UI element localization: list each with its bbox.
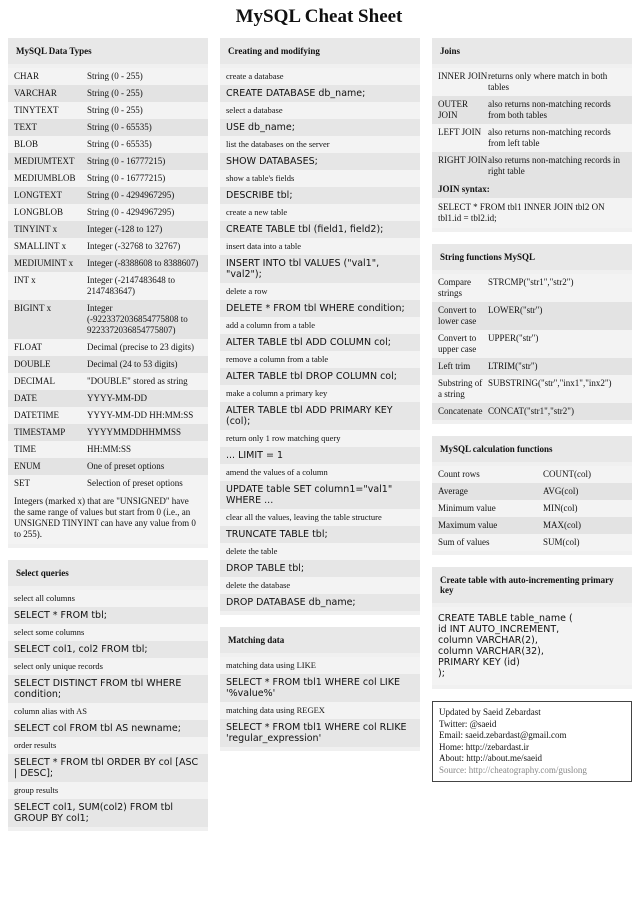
creating-heading: Creating and modifying (220, 38, 420, 64)
code-line: ); (438, 668, 445, 679)
create-command-code: ALTER TABLE tbl ADD COLUMN col; (220, 334, 420, 351)
auto-increment-box (432, 567, 632, 689)
data-type-row (8, 441, 208, 458)
data-type-row-key: BIGINT x (14, 303, 52, 313)
data-type-row (8, 300, 208, 339)
data-type-row-key: TEXT (14, 122, 37, 132)
create-command-code: SHOW DATABASES; (220, 153, 420, 170)
string-function-row (432, 403, 632, 420)
data-type-row (8, 238, 208, 255)
create-command-code: TRUNCATE TABLE tbl; (220, 526, 420, 543)
matching-command-description: matching data using LIKE (220, 657, 420, 674)
matching-box (220, 627, 420, 751)
create-command-description: remove a column from a table (220, 351, 420, 368)
calc-function-row-value: AVG(col) (543, 486, 579, 496)
data-type-row (8, 424, 208, 441)
create-command-description: delete the database (220, 577, 420, 594)
column-2 (220, 38, 420, 763)
string-function-row (432, 274, 632, 302)
string-function-row-value: SUBSTRING("str","inx1","inx2") (488, 378, 612, 388)
string-function-row-value: CONCAT("str1","str2") (488, 406, 574, 416)
calc-function-row (432, 534, 632, 551)
create-command-description: list the databases on the server (220, 136, 420, 153)
join-row-value: returns only where match in both tables (488, 71, 608, 92)
credits-box (432, 701, 632, 782)
create-command-description: create a database (220, 68, 420, 85)
create-command-description: make a column a primary key (220, 385, 420, 402)
data-type-row-value: Selection of preset options (87, 478, 183, 488)
data-type-row (8, 373, 208, 390)
string-function-row-key: Convert to lower case (438, 305, 477, 326)
data-type-row-key: MEDIUMBLOB (14, 173, 76, 183)
join-row (432, 152, 632, 180)
credit-line: About: http://about.me/saeid (439, 753, 542, 763)
code-line: PRIMARY KEY (id) (438, 657, 520, 668)
select-query-description: order results (8, 737, 208, 754)
data-type-row-value: Decimal (24 to 53 digits) (87, 359, 178, 369)
data-type-row (8, 68, 208, 85)
data-type-row (8, 272, 208, 300)
credit-line: Email: saeid.zebardast@gmail.com (439, 730, 567, 740)
creating-list (220, 68, 420, 611)
calc-function-row (432, 500, 632, 517)
string-function-row-key: Convert to upper case (438, 333, 477, 354)
calc-function-row-value: SUM(col) (543, 537, 580, 547)
data-type-row (8, 407, 208, 424)
join-row-key: RIGHT JOIN (438, 155, 488, 165)
select-query-code: SELECT col1, SUM(col2) FROM tbl GROUP BY col1; (8, 799, 208, 827)
calc-function-row (432, 466, 632, 483)
data-type-row-key: DECIMAL (14, 376, 55, 386)
auto-increment-heading: Create table with auto-incrementing primary key (432, 567, 632, 603)
data-type-row-key: TINYTEXT (14, 105, 59, 115)
data-type-row-key: FLOAT (14, 342, 43, 352)
matching-command-code: SELECT * FROM tbl1 WHERE col RLIKE 'regular_expression' (220, 719, 420, 747)
data-type-row-value: One of preset options (87, 461, 165, 471)
create-command-code: DROP TABLE tbl; (220, 560, 420, 577)
string-functions-table (432, 274, 632, 420)
credit-line: Updated by Saeid Zebardast (439, 707, 541, 717)
data-type-row (8, 204, 208, 221)
string-function-row-key: Concatenate (438, 406, 483, 416)
create-command-description: add a column from a table (220, 317, 420, 334)
select-query-code: SELECT DISTINCT FROM tbl WHERE condition; (8, 675, 208, 703)
matching-list (220, 657, 420, 747)
select-queries-heading: Select queries (8, 560, 208, 586)
data-type-row (8, 458, 208, 475)
calc-functions-table (432, 466, 632, 551)
create-command-description: delete the table (220, 543, 420, 560)
data-type-row-value: "DOUBLE" stored as string (87, 376, 188, 386)
data-type-row (8, 390, 208, 407)
string-function-row-value: LTRIM("str") (488, 361, 538, 371)
joins-table (432, 68, 632, 180)
data-type-row-value: Integer (-32768 to 32767) (87, 241, 181, 251)
create-command-description: show a table's fields (220, 170, 420, 187)
data-type-row-key: SMALLINT x (14, 241, 67, 251)
page-title: MySQL Cheat Sheet (235, 6, 403, 27)
data-type-row (8, 356, 208, 373)
data-type-row-key: VARCHAR (14, 88, 57, 98)
create-command-code: CREATE TABLE tbl (field1, field2); (220, 221, 420, 238)
calc-function-row-key: Average (438, 486, 468, 496)
data-type-row-key: CHAR (14, 71, 40, 81)
create-command-code: ... LIMIT = 1 (220, 447, 420, 464)
code-line: id INT AUTO_INCREMENT, (438, 624, 560, 635)
data-type-row (8, 170, 208, 187)
data-type-row (8, 136, 208, 153)
calc-function-row-value: MAX(col) (543, 520, 581, 530)
data-type-row (8, 475, 208, 492)
create-command-code: ALTER TABLE tbl ADD PRIMARY KEY (col); (220, 402, 420, 430)
code-line: column VARCHAR(2), (438, 635, 538, 646)
calc-functions-box (432, 436, 632, 555)
credit-line: Home: http://zebardast.ir (439, 741, 529, 752)
join-row-key: INNER JOIN (438, 71, 488, 81)
joins-box (432, 38, 632, 232)
create-command-code: DESCRIBE tbl; (220, 187, 420, 204)
auto-increment-code (432, 607, 632, 685)
calc-function-row-key: Sum of values (438, 537, 490, 547)
create-command-code: INSERT INTO tbl VALUES ("val1", "val2"); (220, 255, 420, 283)
select-query-code: SELECT * FROM tbl; (8, 607, 208, 624)
join-row-value: also returns non-matching records from both tables (488, 99, 611, 120)
join-row-key: OUTER JOIN (438, 99, 468, 120)
data-type-row-key: LONGBLOB (14, 207, 63, 217)
data-type-row-value: Decimal (precise to 23 digits) (87, 342, 194, 352)
create-command-description: clear all the values, leaving the table structure (220, 509, 420, 526)
data-type-row-key: BLOB (14, 139, 39, 149)
data-type-row-value: HH:MM:SS (87, 444, 132, 454)
data-type-row-key: DATETIME (14, 410, 59, 420)
data-type-row (8, 102, 208, 119)
code-line: column VARCHAR(32), (438, 646, 544, 657)
calc-function-row-key: Count rows (438, 469, 480, 479)
select-query-code: SELECT col FROM tbl AS newname; (8, 720, 208, 737)
credit-line: Twitter: @saeid (439, 718, 497, 729)
join-syntax: SELECT * FROM tbl1 INNER JOIN tbl2 ON tbl1.id = tbl2.id; (432, 198, 632, 228)
create-command-code: UPDATE table SET column1="val1" WHERE ... (220, 481, 420, 509)
create-command-code: ALTER TABLE tbl DROP COLUMN col; (220, 368, 420, 385)
string-functions-heading: String functions MySQL (432, 244, 632, 270)
join-row-value: also returns non-matching records from left table (488, 127, 611, 148)
data-type-row-value: YYYY-MM-DD (87, 393, 147, 403)
create-command-code: CREATE DATABASE db_name; (220, 85, 420, 102)
select-query-description: select only unique records (8, 658, 208, 675)
data-type-row-key: TIME (14, 444, 36, 454)
matching-command-description: matching data using REGEX (220, 702, 420, 719)
data-type-row-key: INT x (14, 275, 36, 285)
data-types-note: Integers (marked x) that are "UNSIGNED" have the same range of values but start from 0 (i.e., an UNSIGNED TINYINT can have any value from 0 to 255). (8, 492, 208, 544)
string-function-row-key: Substring of a string (438, 378, 483, 399)
join-row-value: also returns non-matching records in right table (488, 155, 620, 176)
join-row-key: LEFT JOIN (438, 127, 482, 137)
calc-function-row-key: Minimum value (438, 503, 496, 513)
data-type-row-value: String (0 - 16777215) (87, 173, 166, 183)
select-query-description: select some columns (8, 624, 208, 641)
string-function-row-key: Compare strings (438, 277, 471, 298)
data-type-row-value: String (0 - 4294967295) (87, 190, 175, 200)
string-function-row (432, 302, 632, 330)
data-type-row-key: SET (14, 478, 31, 488)
string-function-row (432, 358, 632, 375)
data-type-row-key: ENUM (14, 461, 41, 471)
data-type-row-value: Integer (-128 to 127) (87, 224, 163, 234)
calc-function-row (432, 483, 632, 500)
calc-function-row-value: MIN(col) (543, 503, 578, 513)
matching-command-code: SELECT * FROM tbl1 WHERE col LIKE '%value%' (220, 674, 420, 702)
create-command-description: insert data into a table (220, 238, 420, 255)
credits-source: Source: http://cheatography.com/guslong (439, 764, 587, 775)
data-type-row (8, 187, 208, 204)
create-command-description: create a new table (220, 204, 420, 221)
select-query-description: column alias with AS (8, 703, 208, 720)
join-row (432, 124, 632, 152)
data-type-row-key: MEDIUMINT x (14, 258, 74, 268)
select-queries-list (8, 590, 208, 827)
calc-function-row (432, 517, 632, 534)
data-type-row-value: YYYY-MM-DD HH:MM:SS (87, 410, 194, 420)
column-3 (432, 38, 632, 782)
select-queries-box (8, 560, 208, 831)
string-function-row (432, 375, 632, 403)
data-type-row-key: LONGTEXT (14, 190, 62, 200)
data-type-row-value: String (0 - 255) (87, 105, 143, 115)
select-query-code: SELECT col1, col2 FROM tbl; (8, 641, 208, 658)
select-query-description: select all columns (8, 590, 208, 607)
create-command-description: return only 1 row matching query (220, 430, 420, 447)
data-type-row (8, 153, 208, 170)
data-type-row-value: YYYYMMDDHHMMSS (87, 427, 182, 437)
data-type-row (8, 339, 208, 356)
string-function-row-value: STRCMP("str1","str2") (488, 277, 574, 287)
data-type-row-value: String (0 - 65535) (87, 139, 152, 149)
data-type-row-value: Integer (-8388608 to 8388607) (87, 258, 199, 268)
data-types-table (8, 68, 208, 492)
matching-heading: Matching data (220, 627, 420, 653)
creating-box (220, 38, 420, 615)
data-type-row (8, 221, 208, 238)
string-function-row-key: Left trim (438, 361, 471, 371)
data-type-row-value: String (0 - 4294967295) (87, 207, 175, 217)
calc-function-row-value: COUNT(col) (543, 469, 591, 479)
data-type-row (8, 119, 208, 136)
create-command-code: USE db_name; (220, 119, 420, 136)
data-type-row-key: TINYINT x (14, 224, 58, 234)
code-line: CREATE TABLE table_name ( (438, 613, 573, 624)
join-row (432, 68, 632, 96)
calc-functions-heading: MySQL calculation functions (432, 436, 632, 462)
string-function-row-value: UPPER("str") (488, 333, 539, 343)
create-command-code: DELETE * FROM tbl WHERE condition; (220, 300, 420, 317)
data-type-row-key: MEDIUMTEXT (14, 156, 75, 166)
data-type-row-value: String (0 - 255) (87, 71, 143, 81)
create-command-code: DROP DATABASE db_name; (220, 594, 420, 611)
string-functions-box (432, 244, 632, 424)
calc-function-row-key: Maximum value (438, 520, 498, 530)
string-function-row (432, 330, 632, 358)
data-types-box (8, 38, 208, 548)
create-command-description: amend the values of a column (220, 464, 420, 481)
data-type-row-key: DOUBLE (14, 359, 51, 369)
data-type-row-value: String (0 - 255) (87, 88, 143, 98)
data-type-row-value: Integer (-9223372036854775808 to 9223372036854775807) (87, 303, 188, 335)
data-type-row-value: String (0 - 16777215) (87, 156, 166, 166)
credits-lines (439, 707, 625, 765)
string-function-row-value: LOWER("str") (488, 305, 543, 315)
joins-heading: Joins (432, 38, 632, 64)
data-type-row-key: DATE (14, 393, 37, 403)
create-command-description: delete a row (220, 283, 420, 300)
select-query-description: group results (8, 782, 208, 799)
join-syntax-label: JOIN syntax: (432, 180, 632, 198)
create-command-description: select a database (220, 102, 420, 119)
data-types-heading: MySQL Data Types (8, 38, 208, 64)
select-query-code: SELECT * FROM tbl ORDER BY col [ASC | DESC]; (8, 754, 208, 782)
join-row (432, 96, 632, 124)
column-1 (8, 38, 208, 843)
data-type-row-value: Integer (-2147483648 to 2147483647) (87, 275, 175, 296)
data-type-row (8, 85, 208, 102)
data-type-row (8, 255, 208, 272)
data-type-row-value: String (0 - 65535) (87, 122, 152, 132)
data-type-row-key: TIMESTAMP (14, 427, 66, 437)
